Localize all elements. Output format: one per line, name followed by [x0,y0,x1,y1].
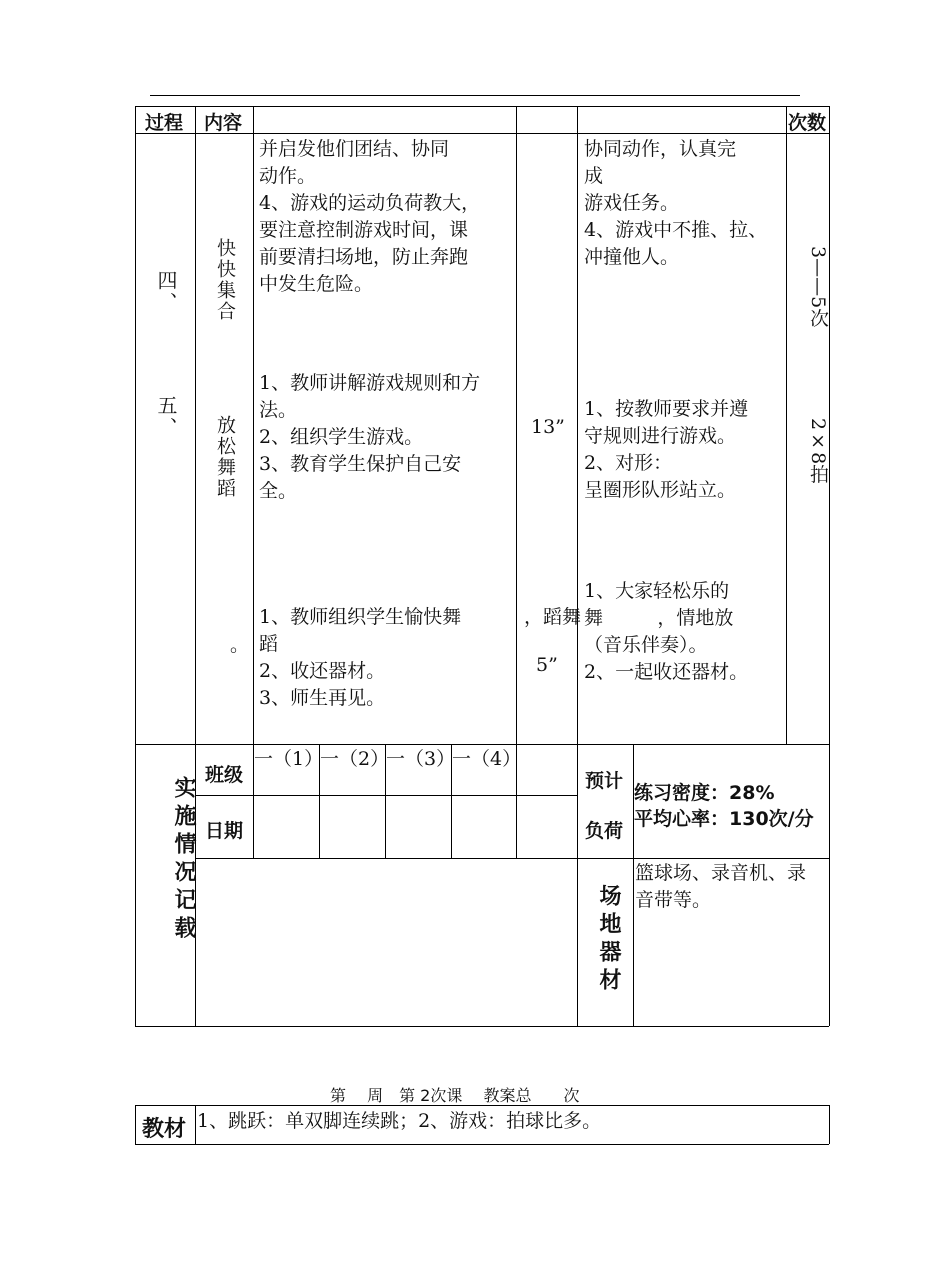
text-line: 音带等。 [635,889,712,911]
material-value: 1、跳跃：单双脚连续跳；2、游戏：拍球比多。 [197,1110,602,1132]
text-line: 3、教育学生保护自己安 [259,453,462,475]
practice-density: 练习密度：28% [634,782,775,804]
text-line: 1、按教师要求并遵 [584,398,749,420]
student-top-block [584,136,767,271]
process-four: 四、 [154,270,178,314]
time-game: 13” [531,416,565,438]
table-border [135,106,136,1026]
text-line: 篮球场、录音机、录 [635,862,807,884]
text-line: 成 [584,165,604,187]
text-line: 游戏任务。 [584,192,680,214]
process-five: 五、 [154,395,178,439]
student-low-block [584,578,748,686]
text-line: 呈圈形队形站立。 [584,479,737,501]
class-3: 一（3） [386,748,456,770]
load-label-load: 负荷 [585,820,624,842]
table-border [135,1144,829,1145]
lesson-header: 第 周 第 2次课 教案总 次 [330,1086,580,1105]
text-line: 3、师生再见。 [259,687,386,709]
text-line: 1、教师讲解游戏规则和方 [259,372,481,394]
class-1: 一（1） [254,748,324,770]
teacher-low-block [259,604,461,712]
text-line: 要注意控制游戏时间，课 [259,219,469,241]
text-line: 2、组织学生游戏。 [259,426,424,448]
header-content: 内容 [204,112,243,134]
text-line: 前要清扫场地，防止奔跑 [259,246,469,268]
text-line: 并启发他们团结、协同 [259,138,450,160]
content-gather: 快快集合 [214,238,236,322]
time-dance: 5” [536,654,558,676]
header-count: 次数 [788,112,827,134]
table-border [135,106,829,107]
text-line: （音乐伴奏）。 [584,634,708,656]
text-line: 冲撞他人。 [584,246,680,268]
venue-label: 场地器材 [596,884,621,996]
count-repetitions: 3——5次 [807,246,829,328]
table-border [577,106,578,1026]
text-line: 1、教师组织学生愉快舞 [259,606,462,628]
table-border [135,1026,829,1027]
text-line: 4、游戏中不推、拉、 [584,219,768,241]
header-process: 过程 [145,112,184,134]
content-dance: 放松舞蹈 [214,415,236,499]
table-border [135,1105,136,1144]
text-line: 1、大家轻松乐的 [584,580,730,602]
content-dot: 。 [230,634,250,656]
text-line: 2、一起收还器材。 [584,661,749,683]
table-border [829,106,830,1026]
load-label-expected: 预计 [585,770,624,792]
count-beats: 2×8拍 [807,418,829,484]
class-label: 班级 [205,764,244,786]
text-line: 2、对形： [584,452,673,474]
table-border [195,1105,196,1144]
class-2: 一（2） [320,748,390,770]
table-border [135,744,829,745]
text-line: 协同动作，认真完 [584,138,737,160]
time-dance-label: ，蹈舞 [524,606,582,628]
text-line: 全。 [259,480,298,502]
teacher-top-block [259,136,480,298]
text-line: 舞 ，情地放 [584,607,734,629]
text-line: 守规则进行游戏。 [584,425,737,447]
class-4: 一（4） [452,748,522,770]
text-line: 蹈 [259,633,279,655]
material-label: 教材 [142,1117,187,1142]
teacher-mid-block [259,370,480,505]
page-top-rule [150,95,800,96]
text-line: 中发生危险。 [259,273,374,295]
average-heart-rate: 平均心率：130次/分 [634,808,814,830]
table-border [829,1105,830,1144]
table-border [135,1105,829,1106]
table-border [195,858,829,859]
text-line: 动作。 [259,165,317,187]
table-border [786,106,787,744]
date-label: 日期 [205,820,244,842]
text-line: 2、收还器材。 [259,660,386,682]
text-line: 4、游戏的运动负荷教大， [259,192,481,214]
venue-value [635,860,806,914]
record-title: 实施情况记载 [171,776,196,944]
text-line: 法。 [259,399,298,421]
student-mid-block [584,396,748,504]
